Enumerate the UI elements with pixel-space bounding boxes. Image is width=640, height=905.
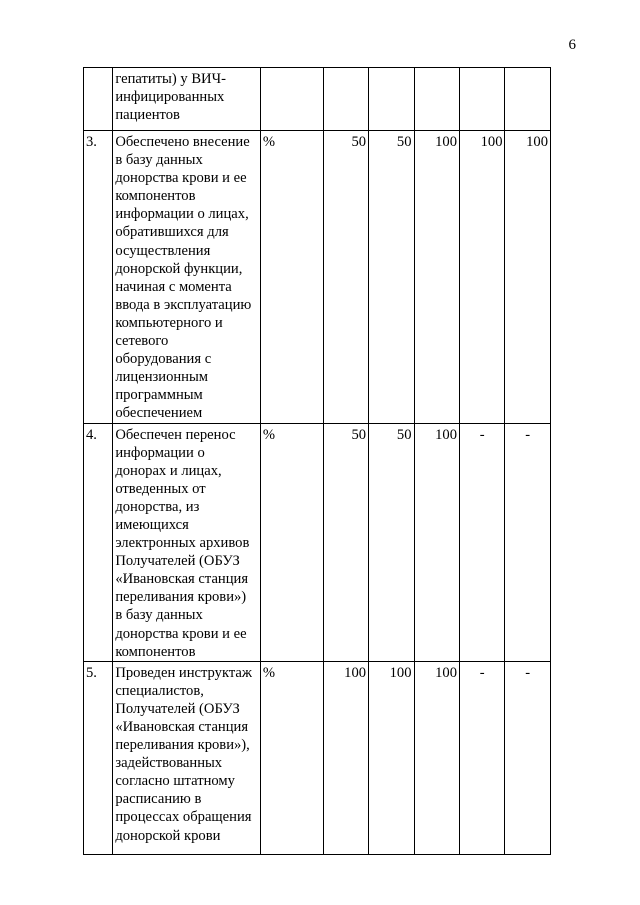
indicator-text-line: информации о: [115, 444, 205, 461]
value-cell: 100: [414, 423, 459, 661]
indicator-text-line: процессах обращения: [115, 809, 252, 826]
indicator-text-line: электронных архивов: [115, 535, 250, 552]
unit-cell: %: [260, 661, 323, 854]
value-cell: 100: [414, 661, 459, 854]
value-cell: [369, 68, 414, 131]
value-cell: [460, 68, 505, 131]
unit-cell: [260, 68, 323, 131]
indicator-text-line: Обеспечено внесение: [115, 134, 250, 150]
indicator-text-cell: [113, 68, 261, 131]
value-cell: 100: [460, 131, 505, 424]
indicator-text-line: Получателей (ОБУЗ: [115, 553, 240, 570]
table-row: [84, 68, 551, 131]
indicator-text-line: отведенных от: [115, 480, 206, 497]
value-cell: -: [460, 423, 505, 661]
value-cell: [323, 68, 368, 131]
row-number-cell: 4.: [84, 423, 113, 661]
indicator-text-line: обратившихся для: [115, 224, 229, 241]
value-cell: 50: [323, 423, 368, 661]
indicator-text-line: расписанию в: [115, 791, 202, 808]
indicator-text-line: сетевого: [115, 333, 169, 350]
value-cell: 100: [323, 661, 368, 854]
page-number: 6: [568, 37, 576, 53]
table-row: [84, 131, 551, 424]
indicator-text-line: Проведен инструктаж: [115, 664, 252, 681]
indicator-text-line: информации о лицах,: [115, 206, 249, 223]
value-cell: [505, 68, 551, 131]
indicator-text-cell: [113, 423, 261, 661]
indicator-text-line: «Ивановская станция: [115, 719, 249, 735]
indicator-text-cell: [113, 131, 261, 424]
table-row: [84, 661, 551, 854]
indicator-text-line: переливания крови»),: [115, 737, 250, 754]
value-cell: -: [460, 661, 505, 854]
indicator-text-line: донорах и лицах,: [115, 462, 222, 479]
row-number-cell: [84, 68, 113, 131]
unit-cell: %: [260, 423, 323, 661]
indicator-text-line: донорства крови и ее: [115, 625, 247, 642]
value-cell: 50: [323, 131, 368, 424]
indicator-text-line: оборудования с: [115, 351, 212, 368]
row-number-cell: 3.: [84, 131, 113, 424]
value-cell: 100: [414, 131, 459, 424]
indicator-text-line: специалистов,: [115, 682, 204, 699]
value-cell: -: [505, 661, 551, 854]
indicator-text-line: донорской крови: [115, 827, 221, 844]
indicator-text-line: переливания крови»): [115, 589, 247, 606]
indicator-text-line: гепатиты) у ВИЧ-: [115, 71, 226, 87]
value-cell: 100: [369, 661, 414, 854]
value-cell: 100: [505, 131, 551, 424]
indicator-text-line: программным: [115, 387, 203, 404]
indicator-text-line: ввода в эксплуатацию: [115, 296, 252, 313]
indicator-text-line: донорства крови и ее: [115, 170, 247, 187]
indicator-text-line: компьютерного и: [115, 314, 223, 331]
row-number-cell: 5.: [84, 661, 113, 854]
indicator-text-cell: [113, 661, 261, 854]
indicator-text-line: компонентов: [115, 643, 196, 660]
indicator-text-line: задействованных: [115, 755, 223, 772]
indicator-text-line: Обеспечен перенос: [115, 426, 236, 443]
indicator-text-line: согласно штатному: [115, 773, 235, 790]
indicator-text-line: в базу данных: [115, 152, 203, 169]
table-row: [84, 423, 551, 661]
indicator-text-line: начиная с момента: [115, 278, 232, 295]
indicator-text-line: Получателей (ОБУЗ: [115, 700, 240, 717]
indicators-table: [83, 67, 551, 855]
value-cell: -: [505, 423, 551, 661]
indicator-text-line: компонентов: [115, 188, 196, 205]
indicator-text-line: имеющихся: [115, 516, 189, 533]
indicator-text-line: инфицированных: [115, 89, 225, 106]
indicator-text-line: пациентов: [115, 107, 180, 124]
indicator-text-line: в базу данных: [115, 607, 203, 624]
value-cell: 50: [369, 131, 414, 424]
indicator-text-line: осуществления: [115, 242, 211, 259]
indicator-text-line: донорской функции,: [115, 260, 243, 277]
unit-cell: %: [260, 131, 323, 424]
value-cell: 50: [369, 423, 414, 661]
indicator-text-line: донорства, из: [115, 498, 200, 515]
indicator-text-line: лицензионным: [115, 369, 209, 386]
indicator-text-line: «Ивановская станция: [115, 571, 249, 588]
indicator-text-line: обеспечением: [115, 405, 203, 422]
value-cell: [414, 68, 459, 131]
